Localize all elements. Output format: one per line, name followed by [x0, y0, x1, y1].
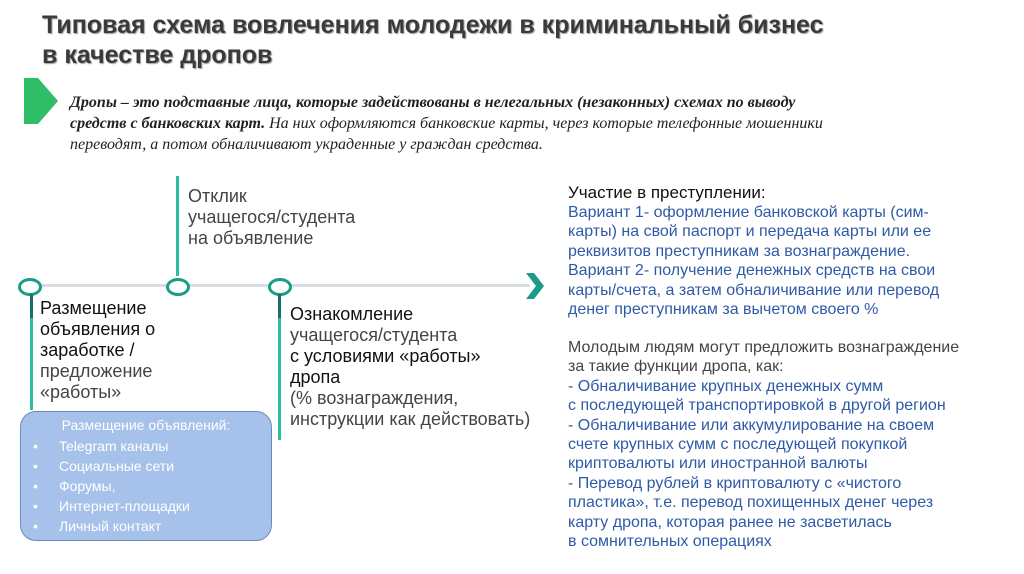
participation-line: денег преступникам за вычетом своего %: [568, 301, 879, 319]
functions-line: - Перевод рублей в криптовалюту с «чистого: [568, 474, 902, 492]
step-3-marker-light: [278, 318, 281, 440]
bullet-icon: •: [33, 478, 38, 494]
definition-line-2: На них оформляются банковские карты, через которые телефонные мошенники: [265, 115, 823, 132]
participation-line: Вариант 2- получение денежных средств на свои: [568, 262, 936, 280]
step-familiarization-line-6: инструкции как действовать): [290, 409, 531, 429]
step-response-line-2: учащегося/студента: [188, 207, 356, 227]
list-item: [33, 476, 190, 496]
step-posting-line-3: заработке /: [40, 340, 135, 360]
step-familiarization: [290, 304, 530, 430]
step-2-marker: [176, 176, 179, 276]
list-item: [33, 516, 190, 536]
step-posting-line-4: предложение: [40, 361, 153, 381]
functions-line: с последующей транспортировкой в другой регион: [568, 397, 946, 415]
participation-line: карты/счета, а затем обналичивание или перевод: [568, 281, 940, 299]
step-response: [188, 186, 355, 249]
functions-line: криптовалюты или иностранной валюты: [568, 455, 868, 473]
functions-line: - Обналичивание крупных денежных сумм: [568, 377, 884, 395]
bullet-icon: •: [33, 498, 38, 514]
page-title: [42, 10, 1002, 70]
step-response-line-1: Отклик: [188, 186, 247, 206]
page-title-line-2: в качестве дропов: [42, 41, 273, 69]
participation-section: [568, 182, 1008, 319]
functions-line: пластика», т.е. перевод похищенных денег через: [568, 494, 934, 512]
step-familiarization-line-1: Ознакомление: [290, 304, 414, 324]
list-item-label: Социальные сети: [59, 458, 175, 474]
functions-intro-line: за такие функции дропа, как:: [568, 358, 784, 376]
chevron-right-icon: [24, 78, 58, 124]
participation-line: реквизитов преступникам за вознаграждение.: [568, 242, 911, 260]
bullet-icon: •: [33, 438, 38, 454]
page-title-line-1: Типовая схема вовлечения молодежи в криминальный бизнес: [42, 11, 824, 39]
step-familiarization-line-5: (% вознаграждения,: [290, 388, 459, 408]
list-item-label: Личный контакт: [59, 518, 162, 534]
ad-channels-box: [20, 411, 272, 541]
list-item-label: Форумы,: [59, 478, 116, 494]
step-familiarization-line-4: дропа: [290, 367, 341, 387]
list-item: [33, 456, 190, 476]
functions-line: - Обналичивание или аккумулирование на своем: [568, 416, 935, 434]
list-item: [33, 496, 190, 516]
definition-line-1: Дропы – это подставные лица, которые задействованы в нелегальных (незаконных) схемах по выводу: [70, 94, 796, 111]
functions-line: карту дропа, которая ранее не засветилась: [568, 513, 892, 531]
participation-heading: Участие в преступлении:: [568, 183, 766, 202]
ad-channels-title: Размещение объявлений:: [61, 417, 231, 433]
step-3-marker: [278, 294, 281, 318]
list-item-label: Telegram каналы: [59, 438, 169, 454]
functions-line: в сомнительных операциях: [568, 533, 772, 551]
bullet-icon: •: [33, 458, 38, 474]
step-familiarization-line-3: с условиями «работы»: [290, 346, 481, 366]
definition-paragraph: [70, 92, 1012, 155]
participation-line: Вариант 1- оформление банковской карты (сим-: [568, 204, 929, 221]
step-response-line-3: на объявление: [188, 228, 314, 248]
step-familiarization-line-2: учащегося/студента: [290, 325, 458, 345]
list-item-label: Интернет-площадки: [59, 498, 190, 514]
step-1-marker: [30, 294, 33, 318]
step-1-marker-light: [30, 318, 33, 410]
step-posting: [40, 298, 155, 403]
ad-channels-list: [33, 436, 190, 536]
list-item: [33, 436, 190, 456]
participation-line: карты) на свой паспорт и передача карты или ее: [568, 223, 932, 241]
functions-intro-line: Молодым людям могут предложить вознаграждение: [568, 339, 960, 356]
functions-section: [568, 338, 1008, 551]
step-posting-line-2: объявления о: [40, 319, 156, 339]
definition-term: средств с банковских карт.: [70, 115, 266, 132]
definition-line-3: переводят, а потом обналичивают украденные у граждан средства.: [70, 136, 543, 153]
timeline-node-2: [166, 278, 190, 296]
functions-line: счете крупных сумм с последующей покупкой: [568, 436, 908, 454]
arrow-right-icon: [524, 271, 546, 301]
step-posting-line-1: Размещение: [40, 298, 147, 318]
bullet-icon: •: [33, 518, 38, 534]
step-posting-line-5: «работы»: [40, 382, 122, 402]
